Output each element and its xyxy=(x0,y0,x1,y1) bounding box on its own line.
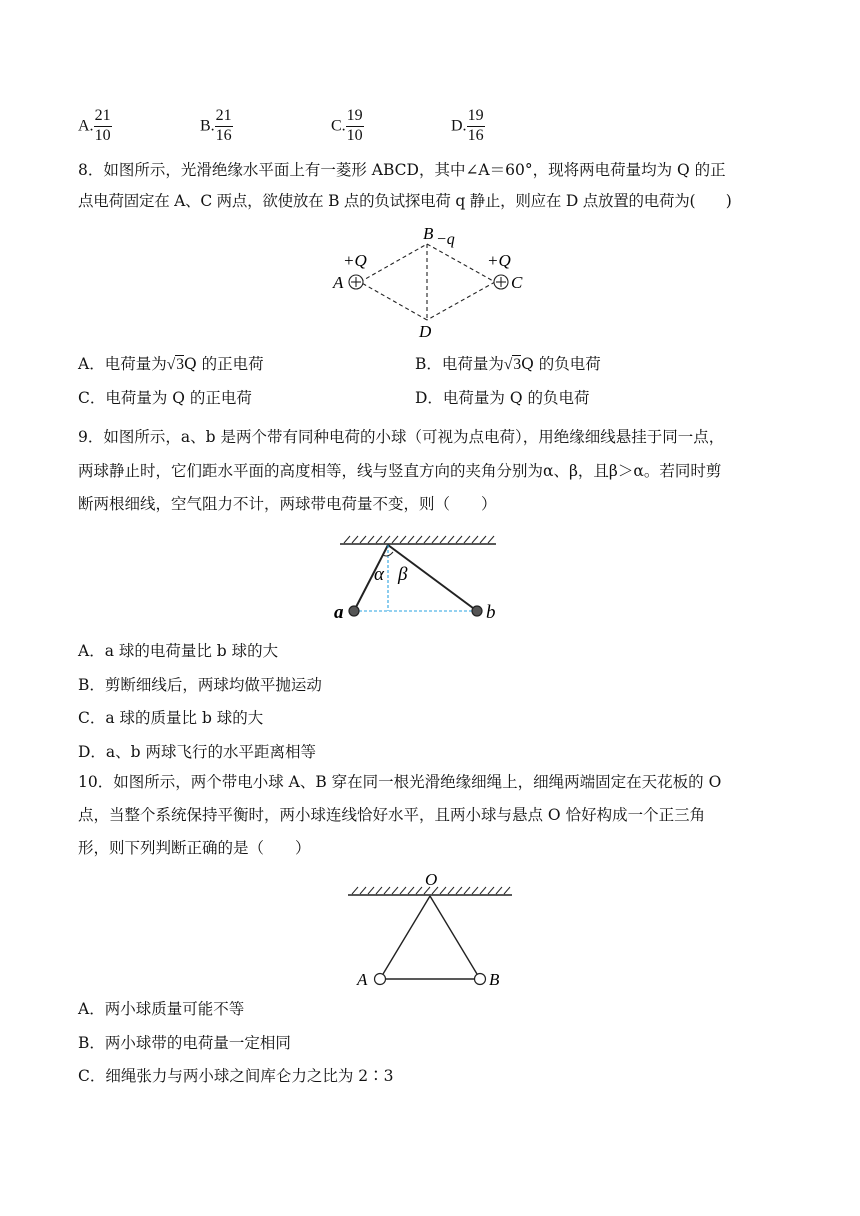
q8-stem-line-2: 点电荷固定在 A、C 两点，欲使放在 B 点的负试探电荷 q 静止，则应在 D 点放置的电荷为( ) xyxy=(78,192,732,210)
triangle-figure xyxy=(340,868,520,993)
pendulum-figure xyxy=(330,530,530,625)
numerator: 19 xyxy=(467,108,485,127)
label-c: C xyxy=(511,273,523,292)
numerator: 21 xyxy=(215,108,233,127)
q8-stem-line-1: 8．如图所示，光滑绝缘水平面上有一菱形 ABCD，其中∠A＝60°，现将两电荷量均为 Q 的正 xyxy=(78,161,726,179)
label-a: a xyxy=(334,602,344,623)
option-text: B．电荷量为 xyxy=(415,355,504,373)
label-plus-q-right: +Q xyxy=(487,251,511,270)
q9-option-a: A．a 球的电荷量比 b 球的大 xyxy=(78,642,279,660)
q9-stem-line-2: 两球静止时，它们距水平面的高度相等，线与竖直方向的夹角分别为α、β，且β＞α。若同时剪 xyxy=(78,462,722,480)
q7-option-c xyxy=(331,108,364,145)
denominator: 16 xyxy=(467,126,484,144)
label-d: D xyxy=(419,322,432,340)
q10-stem-line-3: 形，则下列判断正确的是（ ） xyxy=(78,839,311,857)
q7-option-a xyxy=(78,108,112,145)
sqrt-symbol: √3 xyxy=(503,356,522,373)
option-text: A．电荷量为 xyxy=(78,355,167,373)
fraction xyxy=(215,108,233,145)
q8-option-c: C．电荷量为 Q 的正电荷 xyxy=(78,389,252,407)
numerator: 21 xyxy=(94,108,112,127)
denominator: 10 xyxy=(94,126,111,144)
ball-b-icon xyxy=(472,606,482,616)
fraction xyxy=(467,108,485,145)
fraction xyxy=(346,108,364,145)
charge-a-icon xyxy=(349,275,363,289)
q10-stem-line-2: 点，当整个系统保持平衡时，两小球连线恰好水平，且两小球与悬点 O 恰好构成一个正三角 xyxy=(78,806,706,824)
q7-option-b xyxy=(200,108,233,145)
radicand: 3 xyxy=(176,356,184,373)
denominator: 10 xyxy=(346,126,363,144)
numerator: 19 xyxy=(346,108,364,127)
radicand: 3 xyxy=(513,356,522,373)
label-o: O xyxy=(425,870,438,889)
label-b: B xyxy=(489,970,500,989)
sqrt-symbol: √3 xyxy=(166,356,184,373)
label-a: A xyxy=(333,273,344,292)
ball-b-icon xyxy=(475,974,486,985)
label-a: A xyxy=(357,970,368,989)
fraction xyxy=(94,108,112,145)
label-b: B xyxy=(423,224,434,243)
q8-option-d: D．电荷量为 Q 的负电荷 xyxy=(415,389,590,407)
q9-stem-line-3: 断两根细线，空气阻力不计，两球带电荷量不变，则（ ） xyxy=(78,495,497,513)
q7-option-d xyxy=(451,108,485,145)
q9-option-c: C．a 球的质量比 b 球的大 xyxy=(78,709,264,727)
label-plus-q-left: +Q xyxy=(343,251,367,270)
denominator: 16 xyxy=(215,126,232,144)
q10-option-a: A．两小球质量可能不等 xyxy=(78,1000,245,1018)
rhombus-dashed-lines xyxy=(360,244,495,320)
q8-option-a xyxy=(78,357,264,373)
option-label: C. xyxy=(331,117,346,135)
label-beta: β xyxy=(398,564,408,585)
q8-option-b xyxy=(415,357,601,373)
thread-left xyxy=(380,896,430,979)
option-label: A. xyxy=(78,117,94,135)
ball-a-icon xyxy=(349,606,359,616)
option-text: Q 的负电荷 xyxy=(521,355,601,373)
ball-a-icon xyxy=(375,974,386,985)
q9-stem-line-1: 9．如图所示，a、b 是两个带有同种电荷的小球（可视为点电荷），用绝缘细线悬挂于同一点， xyxy=(78,428,725,446)
q10-stem-line-1: 10．如图所示，两个带电小球 A、B 穿在同一根光滑绝缘细绳上，细绳两端固定在天花板的 O xyxy=(78,773,722,791)
thread-right xyxy=(430,896,480,979)
ceiling-hatch xyxy=(344,536,494,543)
charge-c-icon xyxy=(494,275,508,289)
label-alpha: α xyxy=(374,564,384,585)
option-label: B. xyxy=(200,117,215,135)
option-text: Q 的正电荷 xyxy=(183,355,264,373)
label-minus-q: −q xyxy=(436,231,455,248)
q9-option-b: B．剪断细线后，两球均做平抛运动 xyxy=(78,676,322,694)
label-b: b xyxy=(486,602,496,623)
rhombus-figure xyxy=(325,222,535,340)
q10-option-b: B．两小球带的电荷量一定相同 xyxy=(78,1034,291,1052)
option-label: D. xyxy=(451,117,467,135)
q10-option-c: C．细绳张力与两小球之间库仑力之比为 2∶3 xyxy=(78,1067,394,1085)
q9-option-d: D．a、b 两球飞行的水平距离相等 xyxy=(78,743,317,761)
